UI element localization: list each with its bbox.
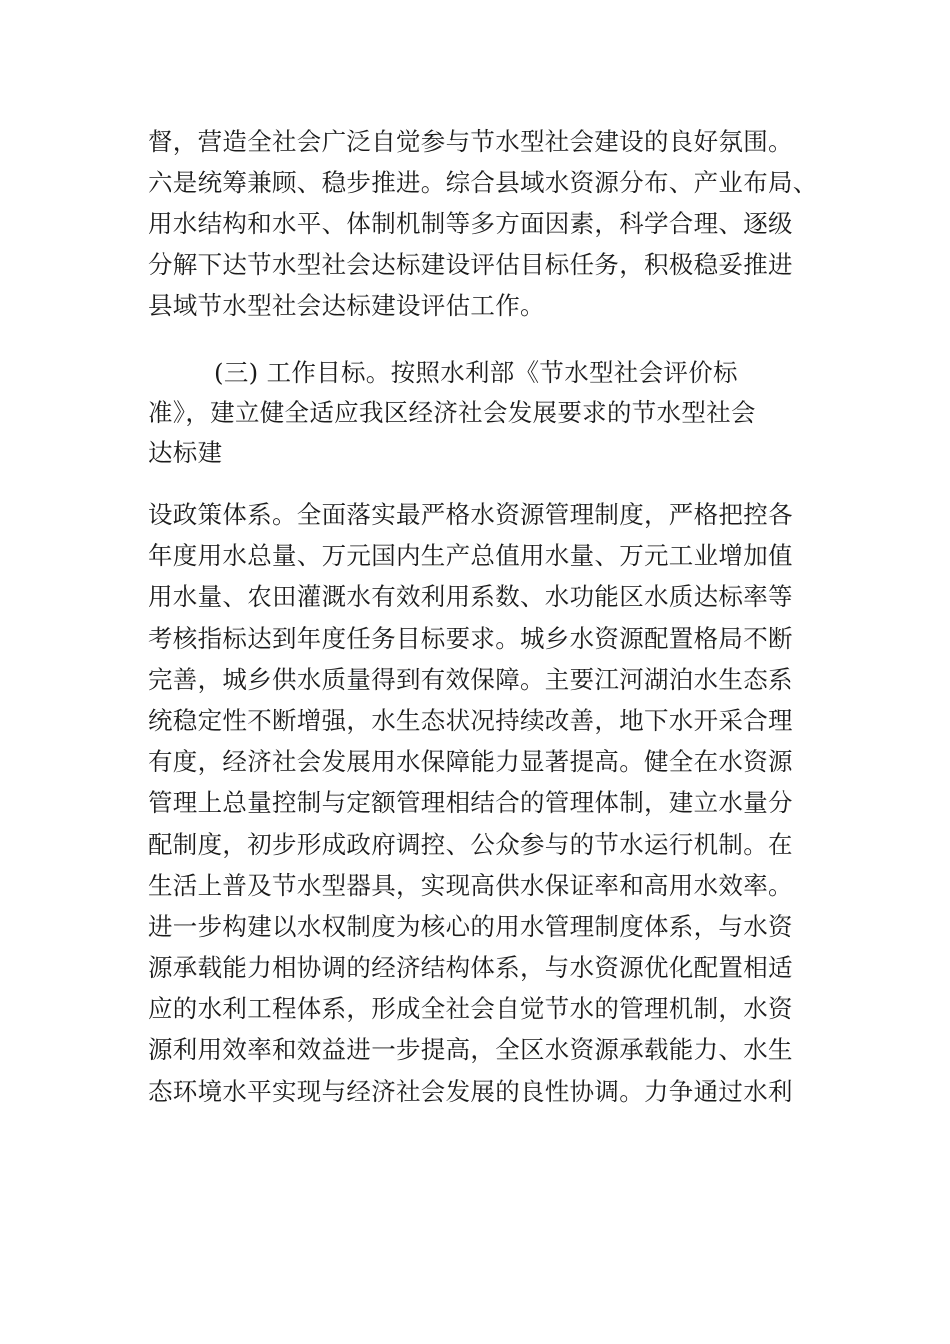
text-line: 县域节水型社会达标建设评估工作。	[148, 291, 545, 320]
text-line: 统稳定性不断增强，水生态状况持续改善，地下水开采合理	[148, 705, 793, 735]
text-line: 生活上普及节水型器具，实现高供水保证率和高用水效率。	[148, 870, 793, 900]
text-line: 分解下达节水型社会达标建设评估目标任务，积极稳妥推进	[148, 250, 793, 279]
text-line: 达标建	[148, 438, 223, 467]
text-line: 有度，经济社会发展用水保障能力显著提高。健全在水资源	[148, 747, 793, 777]
text-line: 六是统筹兼顾、稳步推进。综合县域水资源分布、产业布局、	[148, 168, 818, 197]
text-line: 督，营造全社会广泛自觉参与节水型社会建设的良好氛围。	[148, 127, 793, 156]
paragraph-continuation	[148, 121, 818, 326]
text-line: 完善，城乡供水质量得到有效保障。主要江河湖泊水生态系	[148, 664, 793, 694]
text-line: 年度用水总量、万元国内生产总值用水量、万元工业增加值	[148, 541, 793, 571]
text-line: 考核指标达到年度任务目标要求。城乡水资源配置格局不断	[148, 623, 793, 653]
text-line: 源利用效率和效益进一步提高，全区水资源承载能力、水生	[148, 1035, 793, 1065]
text-line: 进一步构建以水权制度为核心的用水管理制度体系，与水资	[148, 911, 793, 941]
text-line: 配制度，初步形成政府调控、公众参与的节水运行机制。在	[148, 829, 793, 859]
text-line: 用水结构和水平、体制机制等多方面因素，科学合理、逐级	[148, 209, 793, 238]
text-line: 用水量、农田灌溉水有效利用系数、水功能区水质达标率等	[148, 582, 793, 612]
text-line: 准》，建立健全适应我区经济社会发展要求的节水型社会	[148, 398, 756, 427]
text-line: 管理上总量控制与定额管理相结合的管理体制，建立水量分	[148, 788, 793, 818]
text-line: (三) 工作目标。按照水利部《节水型社会评价标	[214, 358, 738, 387]
section-heading-paragraph	[148, 353, 808, 473]
text-line: 态环境水平实现与经济社会发展的良性协调。力争通过水利	[148, 1076, 793, 1106]
paragraph-main	[148, 494, 808, 1112]
text-line: 应的水利工程体系，形成全社会自觉节水的管理机制，水资	[148, 994, 793, 1024]
text-line: 设政策体系。全面落实最严格水资源管理制度，严格把控各	[148, 500, 793, 529]
text-line: 源承载能力相协调的经济结构体系，与水资源优化配置相适	[148, 953, 793, 983]
